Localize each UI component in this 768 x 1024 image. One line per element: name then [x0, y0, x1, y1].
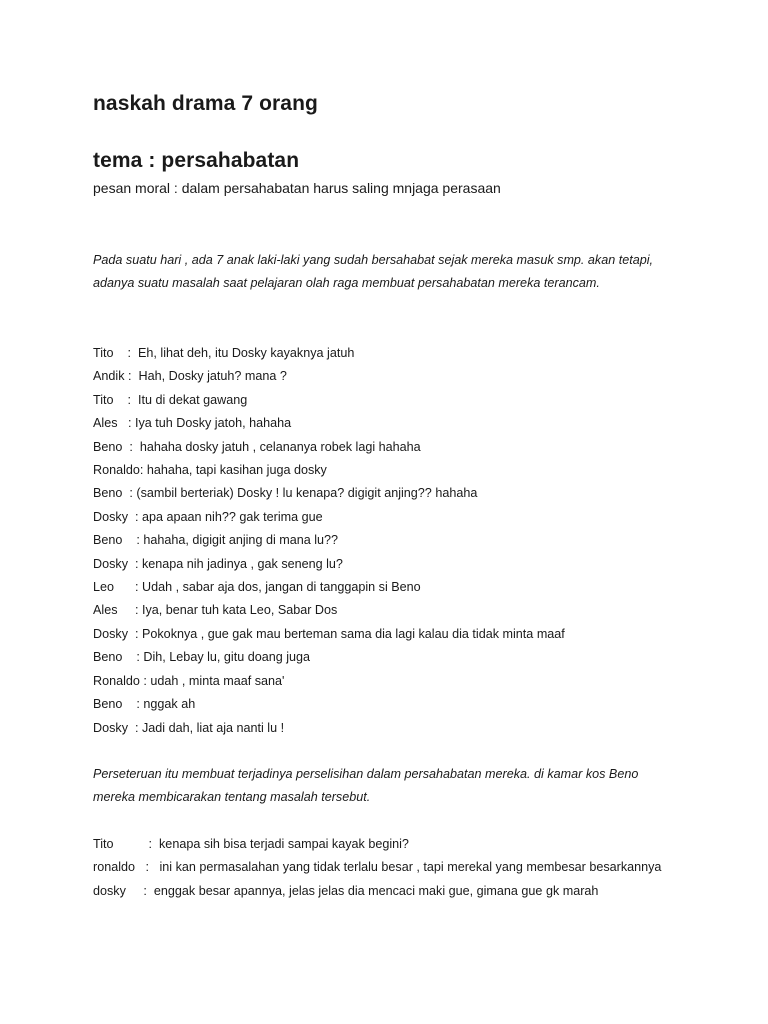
dialog-line: Ronaldo: hahaha, tapi kasihan juga dosky	[93, 463, 327, 478]
dialog-line: Dosky : Pokoknya , gue gak mau berteman sama dia lagi kalau dia tidak minta maaf	[93, 626, 565, 641]
dialog-line: Tito : kenapa sih bisa terjadi sampai kayak begini?	[93, 837, 409, 851]
dialog-line: Ronaldo : udah , minta maaf sana'	[93, 673, 285, 688]
dialog-line: Tito : Itu di dekat gawang	[93, 392, 248, 407]
dialog-scene-1	[93, 342, 683, 740]
dialog-line: Beno : nggak ah	[93, 697, 196, 712]
narration-opening: Pada suatu hari , ada 7 anak laki-laki yang sudah bersahabat sejak mereka masuk smp. akan tetapi, adanya suatu masalah saat pelajaran olah raga membuat persahabatan mereka terancam.	[93, 253, 654, 291]
dialog-line: Dosky : apa apaan nih?? gak terima gue	[93, 509, 323, 524]
dialog-line: Dosky : Jadi dah, liat aja nanti lu !	[93, 720, 285, 735]
dialog-line: Tito : Eh, lihat deh, itu Dosky kayaknya jatuh	[93, 346, 355, 360]
dialog-line: Andik : Hah, Dosky jatuh? mana ?	[93, 369, 287, 384]
document-title: naskah drama 7 orang	[93, 92, 318, 115]
dialog-line: Beno : hahaha, digigit anjing di mana lu??	[93, 533, 339, 548]
narration-scene-2: Perseteruan itu membuat terjadinya perselisihan dalam persahabatan mereka. di kamar kos Beno mereka membicarakan tentang masalah tersebut.	[93, 767, 639, 805]
dialog-line: Ales : Iya tuh Dosky jatoh, hahaha	[93, 416, 292, 431]
dialog-scene-2	[93, 833, 683, 903]
document-theme: tema : persahabatan	[93, 149, 300, 172]
dialog-line: Leo : Udah , sabar aja dos, jangan di tanggapin si Beno	[93, 580, 421, 595]
dialog-line: Ales : Iya, benar tuh kata Leo, Sabar Dos	[93, 603, 338, 618]
dialog-line: Dosky : kenapa nih jadinya , gak seneng lu?	[93, 556, 343, 571]
dialog-line: Beno : (sambil berteriak) Dosky ! lu kenapa? digigit anjing?? hahaha	[93, 486, 478, 501]
dialog-line: ronaldo : ini kan permasalahan yang tidak terlalu besar , tapi merekal yang membesar besarkannya	[93, 860, 662, 875]
dialog-line: dosky : enggak besar apannya, jelas jelas dia mencaci maki gue, gimana gue gk marah	[93, 883, 599, 898]
moral-message: pesan moral : dalam persahabatan harus saling mnjaga perasaan	[93, 180, 501, 196]
dialog-line: Beno : Dih, Lebay lu, gitu doang juga	[93, 650, 311, 665]
dialog-line: Beno : hahaha dosky jatuh , celananya robek lagi hahaha	[93, 439, 421, 454]
